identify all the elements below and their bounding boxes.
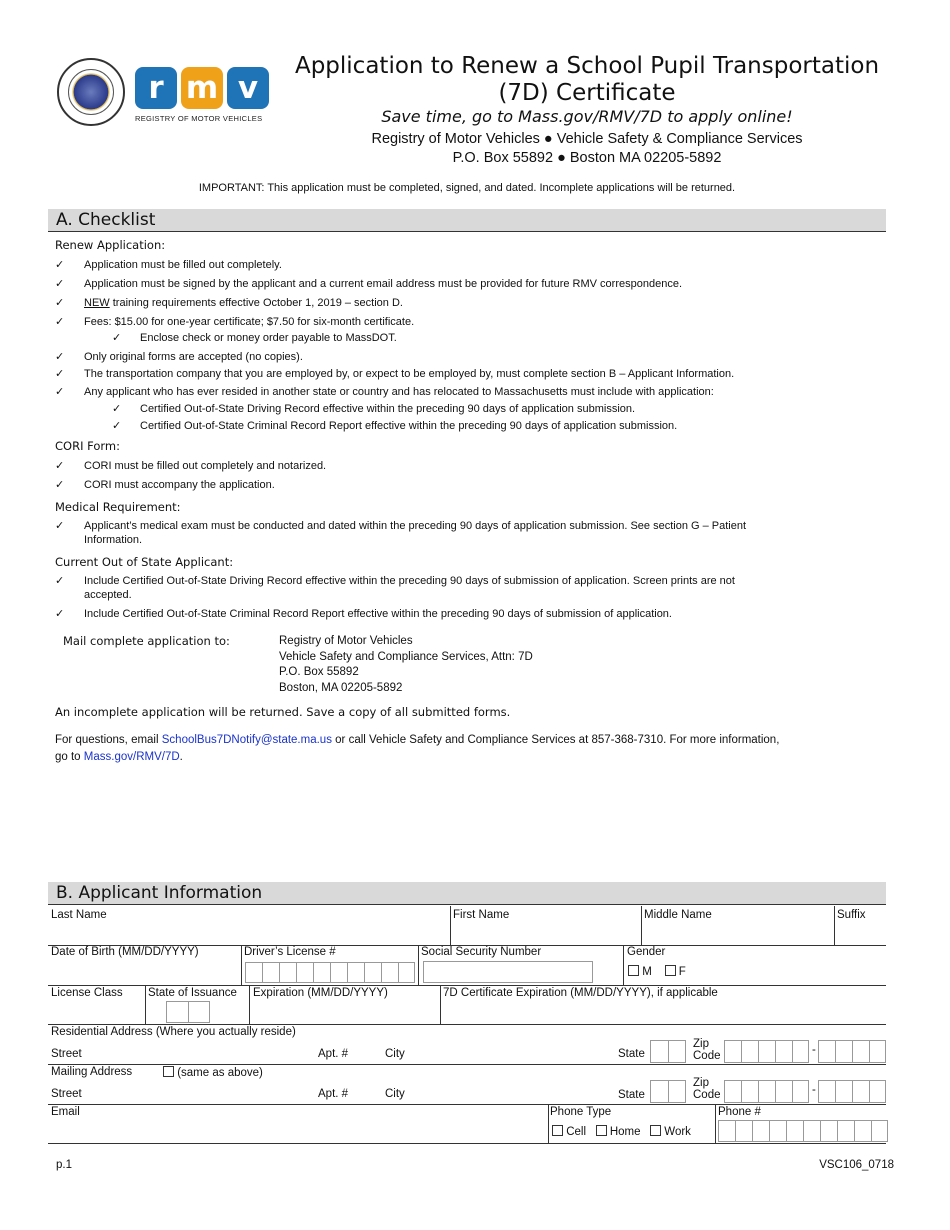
same-as-above-checkbox[interactable] [163, 1066, 174, 1077]
checklist-item: ✓ Any applicant who has ever resided in another state or country and has relocated to Massachusetts must include with application: [55, 386, 714, 398]
checklist-subitem: ✓ Certified Out-of-State Driving Record effective within the preceding 90 days of application submission. [112, 403, 636, 415]
checklist-item: ✓ Fees: $15.00 for one-year certificate; $7.50 for six-month certificate. [55, 316, 415, 328]
checklist-item: ✓ Only original forms are accepted (no copies). [55, 351, 303, 363]
check-icon: ✓ [55, 386, 65, 398]
mail-address: Registry of Motor Vehicles Vehicle Safety and Compliance Services, Attn: 7D P.O. Box 55892 Boston, MA 02205-5892 [279, 635, 533, 694]
apt-label: Apt. # [318, 1048, 349, 1060]
rmv-logo-v: v [227, 67, 269, 109]
drivers-license-label: Driver’s License # [244, 946, 336, 958]
first-name-field[interactable] [451, 925, 639, 944]
mailing-zip4-boxes[interactable] [818, 1080, 886, 1103]
expiration-field[interactable] [250, 1003, 438, 1023]
gender-options: M F [628, 965, 686, 978]
work-checkbox[interactable] [650, 1125, 661, 1136]
check-icon: ✓ [55, 479, 65, 491]
residential-zip-boxes[interactable] [724, 1040, 809, 1063]
email-link[interactable]: SchoolBus7DNotify@state.ma.us [161, 734, 332, 746]
incomplete-note: An incomplete application will be returned. Save a copy of all submitted forms. [55, 705, 511, 719]
mailing-address-label: Mailing Address [51, 1066, 133, 1078]
important-notice: IMPORTANT: This application must be completed, signed, and dated. Incomplete applications will be returned. [198, 182, 736, 194]
checklist-item: ✓ Include Certified Out-of-State Driving Record effective within the preceding 90 days of submission of application. Screen prints are not accepted. [55, 575, 735, 601]
section-b-header: B. Applicant Information [48, 882, 886, 905]
check-icon: ✓ [55, 575, 65, 587]
checklist-item: ✓ CORI must accompany the application. [55, 479, 275, 491]
middle-name-field[interactable] [642, 925, 832, 944]
middle-name-label: Middle Name [644, 909, 712, 921]
gender-f-checkbox[interactable] [665, 965, 676, 976]
cell-checkbox[interactable] [552, 1125, 563, 1136]
check-icon: ✓ [55, 297, 65, 309]
check-icon: ✓ [55, 608, 65, 620]
check-icon: ✓ [112, 420, 122, 432]
page-subtitle: Save time, go to Mass.gov/RMV/7D to apply online! [381, 107, 793, 126]
out-of-state-heading: Current Out of State Applicant: [55, 555, 234, 569]
check-icon: ✓ [55, 278, 65, 290]
check-icon: ✓ [55, 259, 65, 271]
new-word: NEW [84, 297, 110, 309]
residential-state-boxes[interactable] [650, 1040, 686, 1063]
residential-address-label: Residential Address (Where you actually reside) [51, 1026, 296, 1038]
cert-expiration-field[interactable] [441, 1003, 884, 1023]
medical-heading: Medical Requirement: [55, 500, 181, 514]
page-number: p.1 [56, 1159, 72, 1171]
mailing-zip-boxes[interactable] [724, 1080, 809, 1103]
license-class-label: License Class [51, 987, 123, 999]
suffix-label: Suffix [837, 909, 866, 921]
renew-heading: Renew Application: [55, 238, 166, 252]
zip-dash: - [812, 1044, 816, 1056]
agency-info: Registry of Motor Vehicles ● Vehicle Safety & Compliance Services P.O. Box 55892 ● Boston MA 02205-5892 [371, 131, 803, 166]
section-a-header: A. Checklist [48, 209, 886, 232]
massachusetts-seal [57, 58, 125, 126]
apt-label: Apt. # [318, 1088, 349, 1100]
zip-label: Zip Code [693, 1077, 721, 1101]
zip-dash: - [812, 1084, 816, 1096]
gender-label: Gender [627, 946, 666, 958]
checklist-item: ✓ Include Certified Out-of-State Criminal Record Report effective within the preceding 90 days of submission of application. [55, 608, 672, 620]
checklist-item: ✓ Application must be signed by the applicant and a current email address must be provided for future RMV correspondence. [55, 278, 682, 290]
ssn-field[interactable] [423, 961, 593, 983]
same-as-above: (same as above) [163, 1066, 263, 1079]
checklist-subitem: ✓ Enclose check or money order payable to MassDOT. [112, 332, 397, 344]
last-name-label: Last Name [51, 909, 107, 921]
state-label: State [618, 1089, 645, 1101]
residential-zip4-boxes[interactable] [818, 1040, 886, 1063]
checklist-item: ✓ NEW training requirements effective October 1, 2019 – section D. [55, 297, 403, 309]
form-id: VSC106_0718 [819, 1159, 894, 1171]
phone-type-options: Cell Home Work [552, 1125, 691, 1138]
last-name-field[interactable] [48, 925, 448, 944]
state-issuance-label: State of Issuance [148, 987, 237, 999]
state-issuance-boxes[interactable] [166, 1001, 210, 1023]
checklist-subitem: ✓ Certified Out-of-State Criminal Record Report effective within the preceding 90 days of application submission. [112, 420, 678, 432]
check-icon: ✓ [55, 460, 65, 472]
check-icon: ✓ [112, 332, 122, 344]
phone-type-label: Phone Type [550, 1106, 612, 1118]
gender-m-checkbox[interactable] [628, 965, 639, 976]
mailing-state-boxes[interactable] [650, 1080, 686, 1103]
questions-paragraph: For questions, email SchoolBus7DNotify@state.ma.us or call Vehicle Safety and Compliance Services at 857-368-7310. For more information, go to Mass.gov/RMV/7D. [55, 734, 780, 763]
check-icon: ✓ [55, 520, 65, 532]
rmv-logo-subtitle: REGISTRY OF MOTOR VEHICLES [135, 114, 263, 123]
rmv-logo [135, 67, 269, 109]
drivers-license-boxes[interactable] [245, 962, 415, 983]
page-title: Application to Renew a School Pupil Transportation (7D) Certificate [294, 53, 880, 106]
zip-label: Zip Code [693, 1038, 721, 1062]
state-label: State [618, 1048, 645, 1060]
checklist-item: ✓ CORI must be filled out completely and notarized. [55, 460, 327, 472]
street-label: Street [51, 1088, 82, 1100]
street-label: Street [51, 1048, 82, 1060]
checklist-item: ✓ The transportation company that you are employed by, or expect to be employed by, must complete section B – Applicant Information. [55, 368, 735, 380]
license-class-field[interactable] [48, 1003, 143, 1023]
checklist-item: ✓ Applicant’s medical exam must be conducted and dated within the preceding 90 days of application submission. See section G – Patient Information. [55, 520, 747, 546]
dob-field[interactable] [48, 962, 238, 983]
check-icon: ✓ [55, 368, 65, 380]
check-icon: ✓ [55, 316, 65, 328]
dob-label: Date of Birth (MM/DD/YYYY) [51, 946, 199, 958]
email-label: Email [51, 1106, 80, 1118]
cori-heading: CORI Form: [55, 439, 120, 453]
city-label: City [385, 1048, 405, 1060]
mail-label: Mail complete application to: [63, 634, 230, 648]
phone-boxes[interactable] [718, 1120, 888, 1142]
city-label: City [385, 1088, 405, 1100]
email-field[interactable] [48, 1122, 546, 1142]
ssn-label: Social Security Number [421, 946, 542, 958]
first-name-label: First Name [453, 909, 510, 921]
suffix-field[interactable] [835, 925, 885, 944]
rmv-logo-m: m [181, 67, 223, 109]
expiration-label: Expiration (MM/DD/YYYY) [253, 987, 388, 999]
website-link[interactable]: Mass.gov/RMV/7D [83, 751, 180, 763]
phone-label: Phone # [718, 1106, 761, 1118]
rmv-logo-r: r [135, 67, 177, 109]
home-checkbox[interactable] [596, 1125, 607, 1136]
cert-expiration-label: 7D Certificate Expiration (MM/DD/YYYY), if applicable [443, 987, 718, 999]
check-icon: ✓ [55, 351, 65, 363]
check-icon: ✓ [112, 403, 122, 415]
checklist-item: ✓ Application must be filled out completely. [55, 259, 282, 271]
